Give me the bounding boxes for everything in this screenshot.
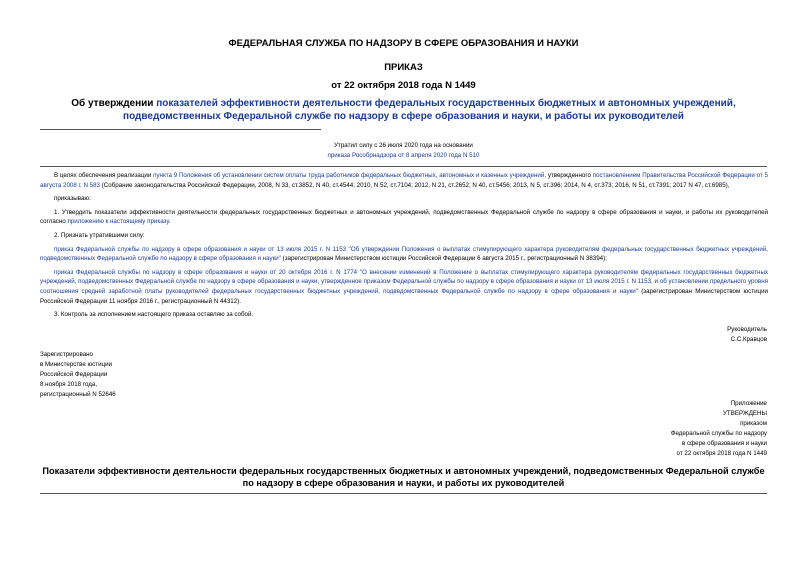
appendix-line: Федеральной службы по надзору — [670, 430, 767, 437]
divider-mid — [40, 166, 767, 167]
item-2b-link[interactable]: приказ Федеральной службы по надзору в сфере образования и науки от 20 октября 2016 г. N 1774 "О внесении изменений в Положение о выплатах стимулирующего характера руководителям федеральных государственных бюджетных учреждений, подведомственных Федеральной службе по надзору в сфере образования и науки, утвержденное приказом Федеральной службы по надзору в сфере образования и науки от 13 июля 2015 г. N 1153, и об установлении предельного уровня соотношения средней заработной платы руководителей федеральных государственных бюджетных учреждений, подведомственных Федеральной службе по надзору в сфере образования и науки" — [40, 268, 768, 295]
preamble-text: , утвержденного — [544, 172, 593, 179]
item-1-text: . — [168, 218, 171, 226]
item-2a-paragraph — [40, 245, 768, 264]
doc-type-heading: ПРИКАЗ — [384, 62, 423, 73]
item-2a-link[interactable]: приказ Федеральной службы по надзору в сфере образования и науки от 13 июля 2015 г. N 1153 "Об утверждении Положения о выплатах стимулирующего характера руководителям федеральных государственных бюджетных учреждений, подведомственных Федеральной службе по надзору в сфере образования и науки" — [40, 245, 768, 263]
preamble-text: (Собрание законодательства Российской Федерации, 2008, N 33, ст.3852, N 40, ст.4544; 2010, N 52, ст.7104; 2012, N 21, ст.2652; N 40, ст.5456; 2013, N 5, ст.396; 2014, N 4, ст.373; 2016, N 51, ст.7391; 2017 N 47, ст.6985), — [99, 181, 730, 189]
preamble-link-decree[interactable]: постановлением Правительства Российской Федерации от 5 августа 2008 г. N 583 — [40, 172, 768, 189]
order-word: приказываю: — [54, 195, 91, 203]
title-link[interactable]: показателей эффективности деятельности федеральных государственных бюджетных и автономных учреждений, подведомственных Федеральной службе по надзору в сфере образования и науки, и работы их руководителей — [123, 98, 736, 122]
status-note — [200, 141, 607, 161]
appendix-line: УТВЕРЖДЕНЫ — [723, 410, 767, 417]
registration-line: 8 ноября 2018 года, — [40, 381, 98, 388]
registration-line: в Министерстве юстиции — [40, 361, 113, 368]
preamble-text: В целях обеспечения реализации — [54, 172, 154, 179]
registration-line: Зарегистрировано — [40, 351, 93, 358]
item-3-paragraph: 3. Контроль за исполнением настоящего приказа оставляю за собой. — [54, 311, 254, 319]
item-2a-text: (зарегистрирован Министерством юстиции Российской Федерации 6 августа 2015 г., регистрационный N 38394); — [280, 255, 607, 263]
doc-date-number: от 22 октября 2018 года N 1449 — [331, 80, 476, 91]
item-2b-text: (зарегистрирован Министерством юстиции Российской Федерации 11 ноября 2016 г., регистрационный N 44312). — [40, 287, 768, 305]
signature-name: С.С.Кравцов — [730, 336, 767, 343]
status-note-link[interactable]: приказа Рособрнадзора от 8 апреля 2020 года N 510 — [327, 152, 480, 159]
item-1-appendix-link[interactable]: приложению к настоящему приказу — [67, 218, 169, 226]
title-prefix: Об утверждении — [71, 98, 157, 109]
document-title — [40, 97, 767, 123]
appendix-line: Приложение — [730, 400, 767, 407]
registration-block — [40, 350, 116, 400]
appendix-block — [671, 399, 767, 459]
document-body — [40, 171, 768, 324]
appendix-line: приказом — [740, 420, 767, 427]
item-1-text: 1. Утвердить показатели эффективности деятельности федеральных государственных бюджетных и автономных учреждений, подведомственных Федеральной службе по надзору в сфере образования и науки, и работы их руководителей согласно — [40, 208, 768, 226]
signature-role: Руководитель — [727, 326, 767, 333]
preamble-link-clause[interactable]: пункта 9 Положения об установлении систем оплаты труда работников федеральных бюджетных, автономных и казенных учреждений — [153, 172, 545, 179]
signature-block — [727, 325, 767, 345]
registration-line: Российской Федерации — [40, 371, 108, 378]
appendix-title: Показатели эффективности деятельности федеральных государственных бюджетных и автономных учреждений, подведомственных Федеральной службе по надзору в сфере образования и науки, и работы их руководителей — [42, 466, 765, 488]
status-note-line: Утратил силу с 26 июля 2020 года на основании — [334, 142, 473, 149]
divider-bottom — [40, 493, 767, 494]
item-2-paragraph: 2. Признать утратившими силу: — [54, 231, 145, 239]
registration-line: регистрационный N 52646 — [40, 391, 116, 398]
preamble-paragraph — [40, 171, 768, 190]
agency-heading: ФЕДЕРАЛЬНАЯ СЛУЖБА ПО НАДЗОРУ В СФЕРЕ ОБРАЗОВАНИЯ И НАУКИ — [228, 38, 579, 49]
item-2b-paragraph — [40, 268, 768, 306]
item-1-paragraph — [40, 208, 768, 227]
appendix-line: от 22 октября 2018 года N 1449 — [676, 450, 767, 457]
divider-top — [40, 129, 321, 130]
appendix-line: в сфере образования и науки — [681, 440, 767, 447]
